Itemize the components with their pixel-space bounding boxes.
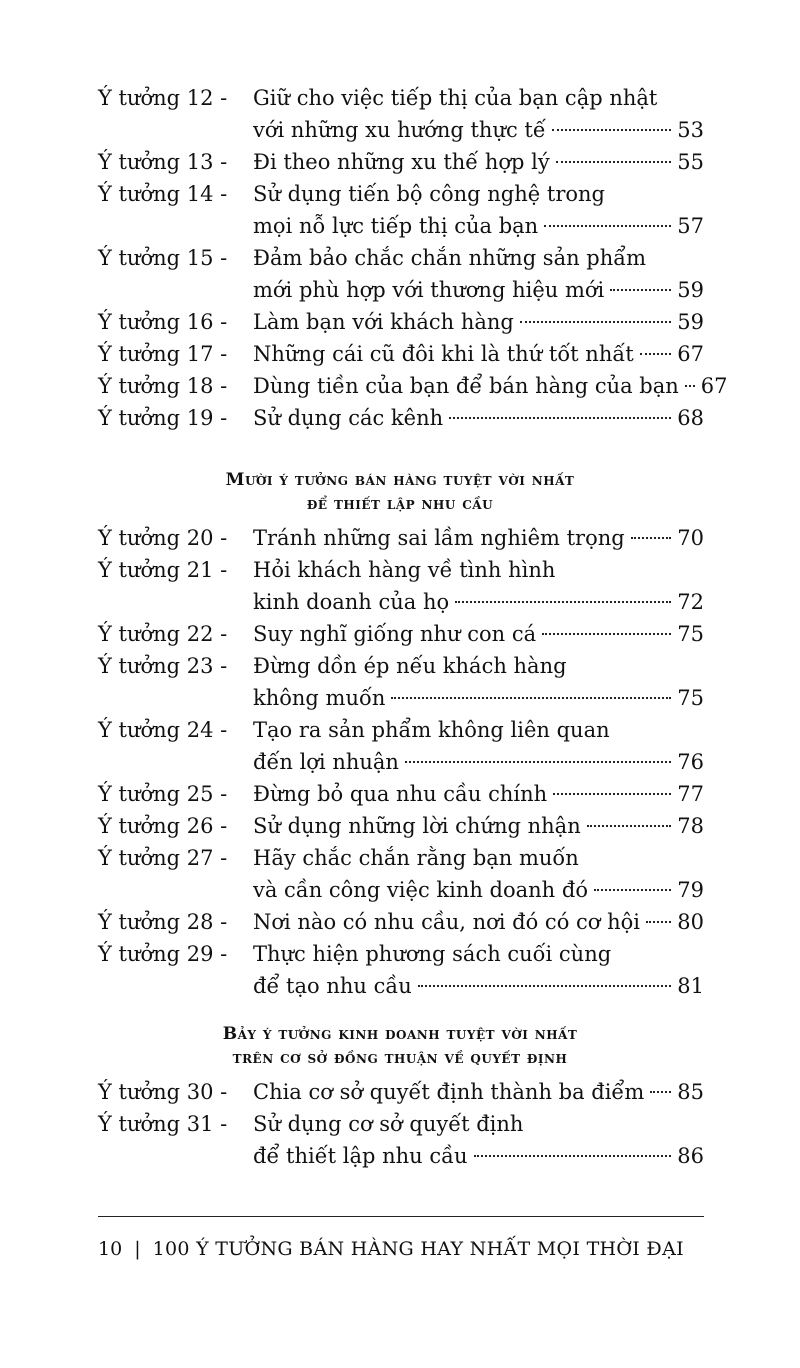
toc-entry[interactable] [98,370,728,402]
toc-entry[interactable] [98,82,704,146]
entry-title: mới phù hợp với thương hiệu mới [253,278,605,302]
dot-leader [594,889,671,891]
dot-leader [650,1091,671,1093]
entry-number: Ý tưởng 29 - [98,942,228,966]
entry-title: Đảm bảo chắc chắn những sản phẩm [253,246,647,270]
entry-page-number: 72 [677,590,704,614]
toc-entry[interactable] [98,618,704,650]
dot-leader [455,601,671,603]
section-heading: trên cơ sở đồng thuận về quyết định [232,1048,568,1068]
entry-page-number: 81 [677,974,704,998]
entry-number: Ý tưởng 27 - [98,846,228,870]
entry-number: Ý tưởng 20 - [98,526,228,550]
entry-page-number: 75 [677,686,704,710]
entry-number: Ý tưởng 24 - [98,718,228,742]
toc-entry[interactable] [98,906,704,938]
entry-number: Ý tưởng 25 - [98,782,228,806]
entry-number: Ý tưởng 31 - [98,1112,228,1136]
entry-title: với những xu hướng thực tế [253,118,546,142]
entry-number: Ý tưởng 15 - [98,246,228,270]
entry-title: Đừng dồn ép nếu khách hàng [253,654,567,678]
entry-number: Ý tưởng 23 - [98,654,228,678]
entry-number: Ý tưởng 14 - [98,182,228,206]
dot-leader [646,921,671,923]
entry-title: Giữ cho việc tiếp thị của bạn cập nhật [253,86,658,110]
dot-leader [553,793,671,795]
entry-page-number: 75 [677,622,704,646]
dot-leader [542,633,671,635]
toc-entry[interactable] [98,810,704,842]
dot-leader [552,129,671,131]
entry-page-number: 76 [677,750,704,774]
entry-number: Ý tưởng 19 - [98,406,228,430]
entry-page-number: 85 [677,1080,704,1104]
dot-leader [405,761,671,763]
entry-number: Ý tưởng 22 - [98,622,228,646]
toc-entry[interactable] [98,1108,704,1172]
entry-title: để thiết lập nhu cầu [253,1144,468,1168]
toc-entry[interactable] [98,146,704,178]
toc-entry[interactable] [98,306,704,338]
dot-leader [474,1155,672,1157]
toc-entry[interactable] [98,778,704,810]
toc-entry[interactable] [98,650,704,714]
entry-number: Ý tưởng 17 - [98,342,228,366]
entry-title: Chia cơ sở quyết định thành ba điểm [253,1080,645,1104]
section-heading: Mười ý tưởng bán hàng tuyệt vời nhất [225,470,575,490]
entry-number: Ý tưởng 30 - [98,1080,228,1104]
dot-leader [391,697,671,699]
dot-leader [449,417,671,419]
entry-number: Ý tưởng 13 - [98,150,228,174]
dot-leader [587,825,672,827]
entry-title: để tạo nhu cầu [253,974,412,998]
section-heading: để thiết lập nhu cầu [306,494,494,514]
entry-title: Đi theo những xu thế hợp lý [253,150,550,174]
entry-page-number: 70 [677,526,704,550]
toc-entry[interactable] [98,242,704,306]
entry-page-number: 57 [677,214,704,238]
entry-title: kinh doanh của họ [253,590,450,614]
entry-title: Sử dụng các kênh [253,406,444,430]
entry-title: Làm bạn với khách hàng [253,310,514,334]
entry-number: Ý tưởng 28 - [98,910,228,934]
entry-page-number: 77 [677,782,704,806]
entry-number: Ý tưởng 18 - [98,374,228,398]
entry-title: Suy nghĩ giống như con cá [253,622,537,646]
entry-title: Sử dụng tiến bộ công nghệ trong [253,182,605,206]
dot-leader [544,225,671,227]
toc-entry[interactable] [98,714,704,778]
entry-page-number: 55 [677,150,704,174]
entry-title: Hãy chắc chắn rằng bạn muốn [253,846,579,870]
entry-title: Thực hiện phương sách cuối cùng [253,942,612,966]
dot-leader [685,385,695,387]
entry-title: Tạo ra sản phẩm không liên quan [253,718,610,742]
entry-number: Ý tưởng 21 - [98,558,228,582]
toc-entry[interactable] [98,1076,704,1108]
dot-leader [610,289,671,291]
entry-title: Những cái cũ đôi khi là thứ tốt nhất [253,342,634,366]
entry-title: mọi nỗ lực tiếp thị của bạn [253,214,539,238]
footer-separator: | [134,1238,141,1260]
toc-entry[interactable] [98,554,704,618]
book-title: 100 Ý TƯỞNG BÁN HÀNG HAY NHẤT MỌI THỜI ĐẠI [152,1238,684,1260]
toc-entry[interactable] [98,938,704,1002]
dot-leader [631,537,672,539]
entry-page-number: 53 [677,118,704,142]
dot-leader [640,353,672,355]
entry-title: và cần công việc kinh doanh đó [253,878,588,902]
entry-number: Ý tưởng 16 - [98,310,228,334]
entry-title: Đừng bỏ qua nhu cầu chính [253,782,548,806]
toc-entry[interactable] [98,522,704,554]
entry-title: không muốn [253,686,386,710]
entry-page-number: 59 [677,310,704,334]
dot-leader [520,321,671,323]
toc-entry[interactable] [98,338,704,370]
toc-entry[interactable] [98,842,704,906]
entry-page-number: 67 [677,342,704,366]
toc-entry[interactable] [98,178,704,242]
toc-entry[interactable] [98,402,704,434]
entry-page-number: 67 [700,374,728,398]
entry-title: Dùng tiền của bạn để bán hàng của bạn [253,374,679,398]
entry-number: Ý tưởng 26 - [98,814,228,838]
entry-page-number: 86 [677,1144,704,1168]
entry-page-number: 80 [677,910,704,934]
entry-page-number: 78 [677,814,704,838]
entry-title: Sử dụng những lời chứng nhận [253,814,581,838]
page-number: 10 [98,1238,123,1260]
entry-title: Hỏi khách hàng về tình hình [253,558,556,582]
section-heading: Bảy ý tưởng kinh doanh tuyệt vời nhất [222,1024,578,1044]
dot-leader [418,985,672,987]
dot-leader [556,161,672,163]
page-footer [98,1238,684,1260]
entry-title: Tránh những sai lầm nghiêm trọng [253,526,625,550]
footer-rule [98,1216,704,1217]
entry-title: đến lợi nhuận [253,750,399,774]
entry-title: Sử dụng cơ sở quyết định [253,1112,524,1136]
entry-page-number: 79 [677,878,704,902]
entry-page-number: 59 [677,278,704,302]
entry-title: Nơi nào có nhu cầu, nơi đó có cơ hội [253,910,640,934]
entry-page-number: 68 [677,406,704,430]
entry-number: Ý tưởng 12 - [98,86,228,110]
